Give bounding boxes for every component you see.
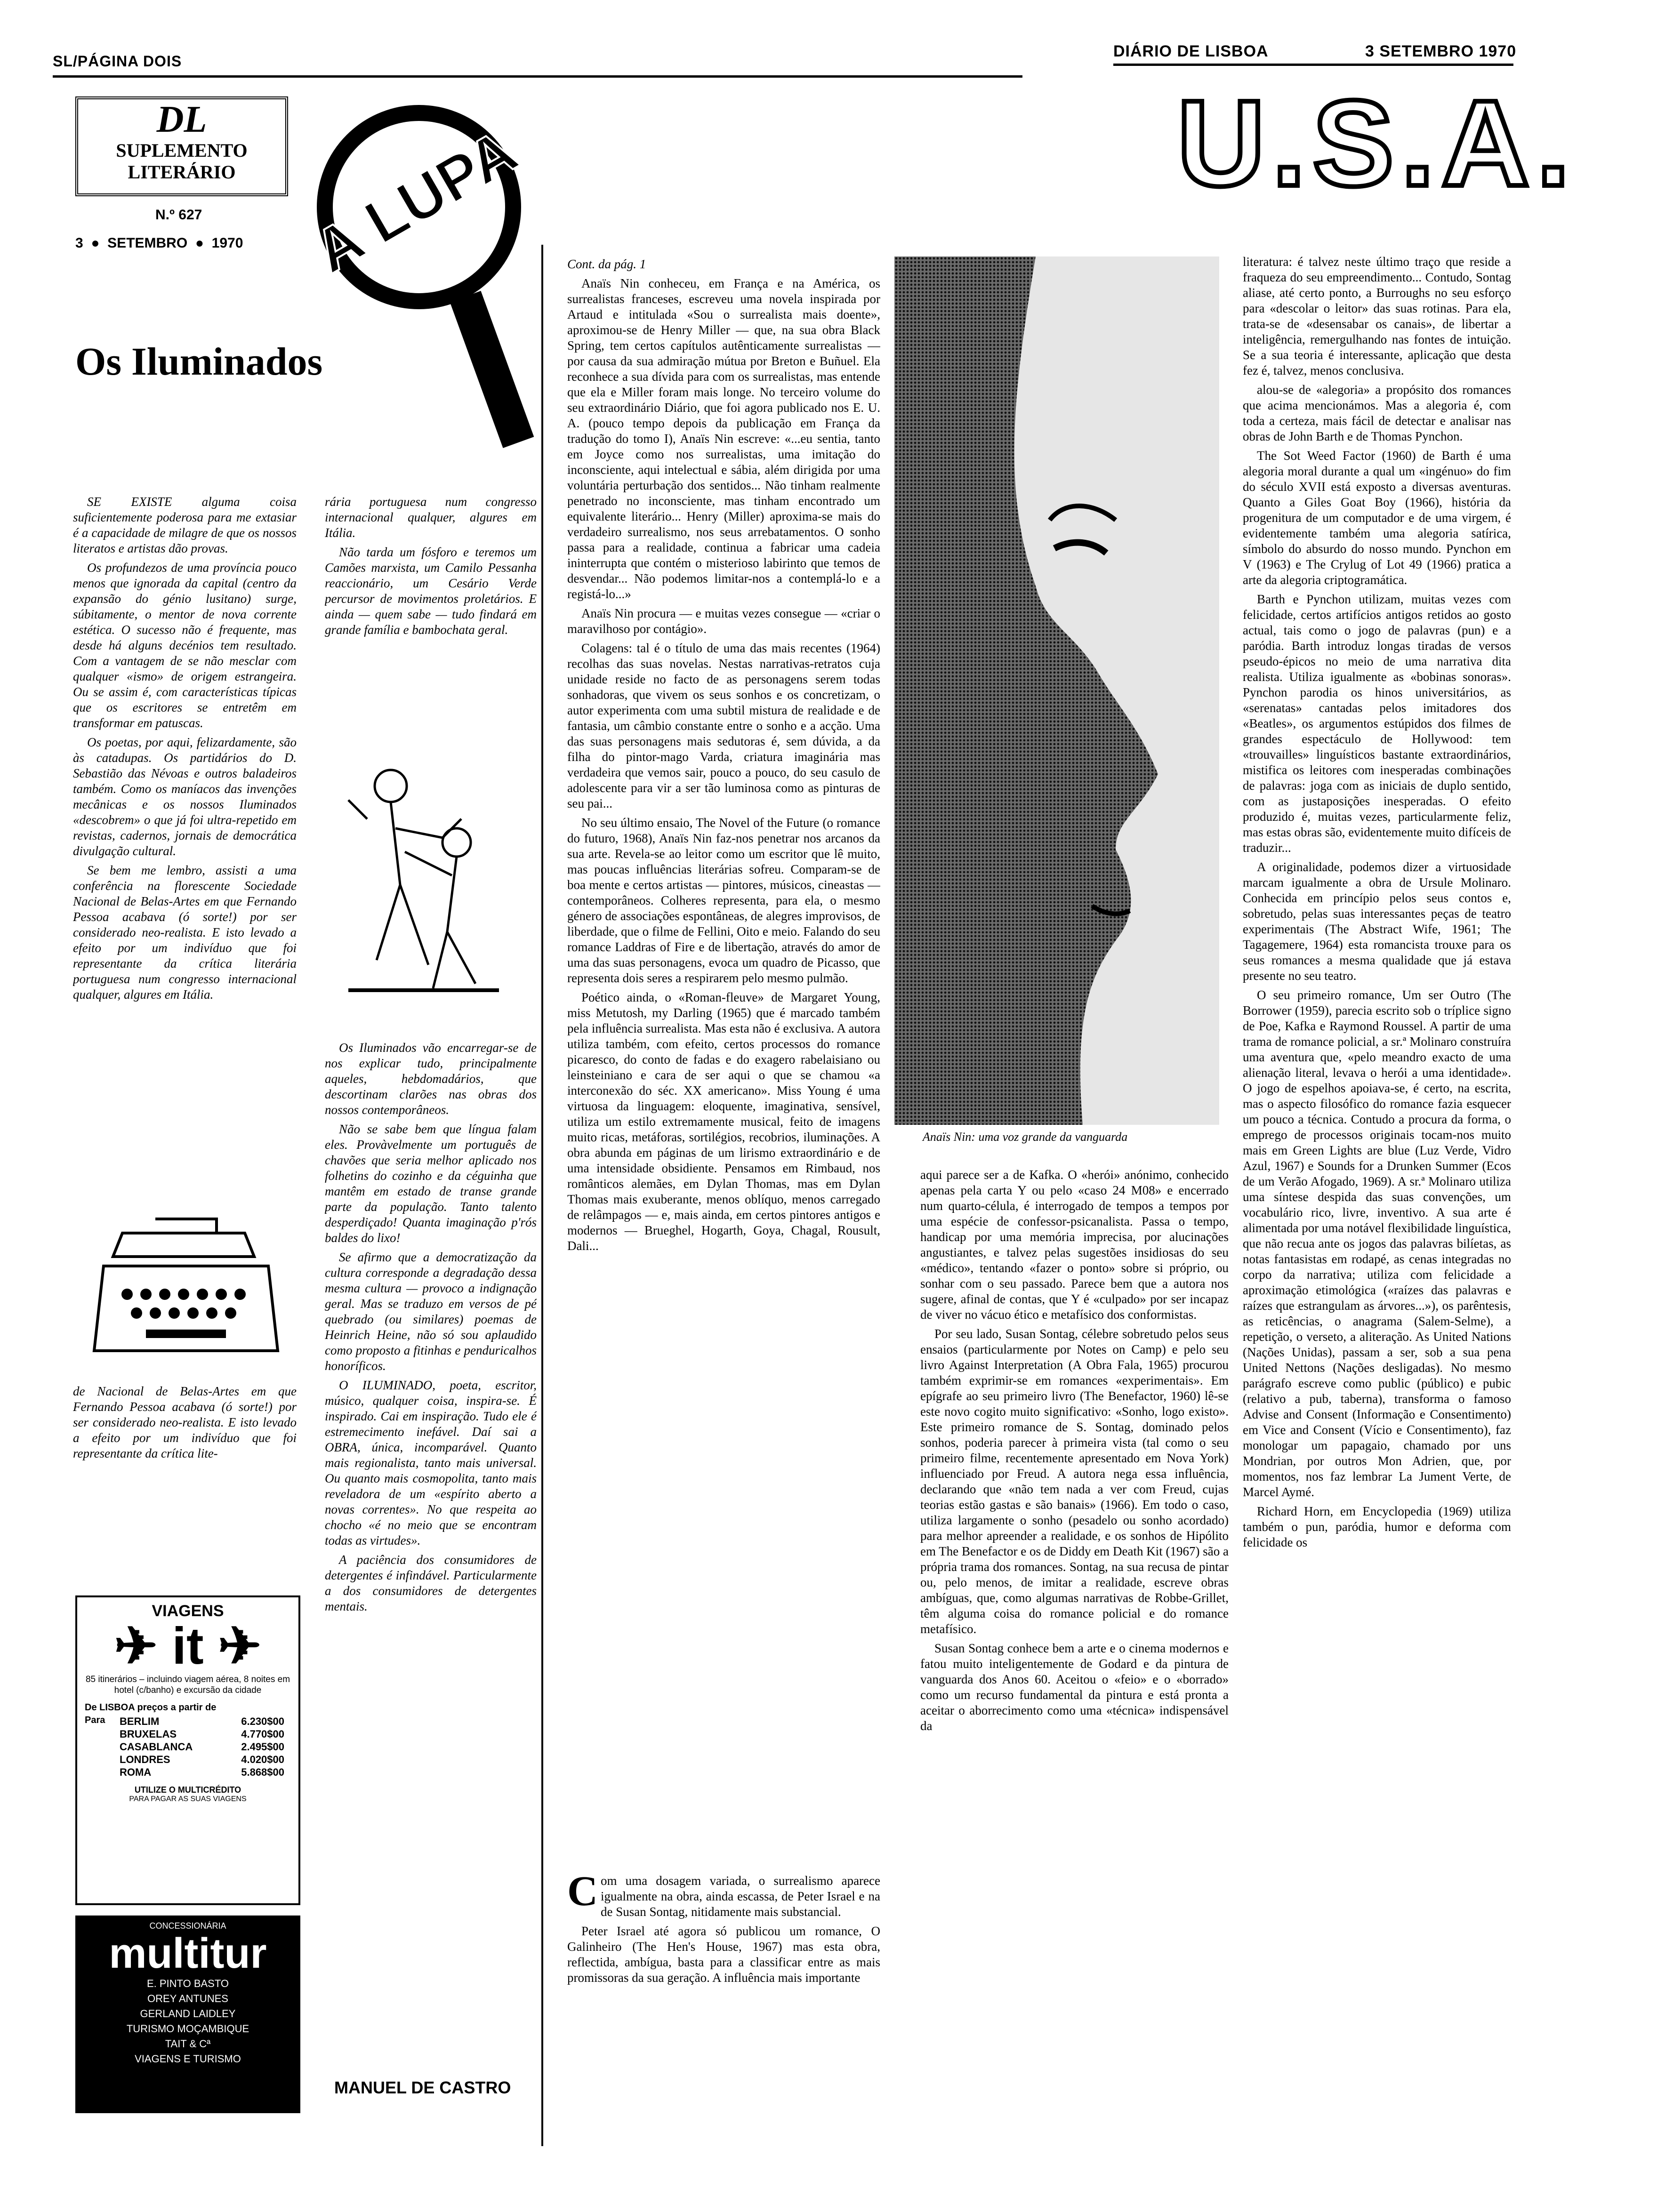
drop-cap-c: C [567, 1873, 598, 1915]
paragraph: SE EXISTE alguma coisa suficientemente poderosa para me extasiar é a capacidade de milagre de que os nossos literatos e artistas dão provas. [73, 495, 297, 555]
viagens-ad-para: Para [85, 1715, 105, 1725]
newspaper-name: DIÁRIO DE LISBOA [1113, 42, 1269, 60]
multitur-partner: TURISMO MOÇAMBIQUE [126, 2023, 249, 2035]
main-article-column-c [1243, 254, 1511, 2141]
multitur-ad-brand: multitur [109, 1930, 267, 1977]
paragraph: literatura: é talvez neste último traço que reside a fraqueza do seu empreendimento... Contudo, Sontag aliase, até certo ponto, a Burroughs no seu esforço para «descolar o leitor» das suas rotinas. Para ela, trata-se de «desensabar os canais», de libertar a inteligência, remergulhando nas fontes de intuição. Se a sua teoria é interessante, aplicação que desta fez é, talvez, menos conclusiva. [1243, 255, 1511, 377]
viagens-ad-from: De LISBOA preços a partir de [85, 1702, 217, 1713]
paragraph: Os profundezos de uma província pouco menos que ignorada da capital (centro da expansão do génio lusitano) surge, súbitamente, o mentor de nova corrente estética. O sucesso não é frequente, mas desde há alguns decénios tem resultado. Com a vantagem de se não mesclar com qualquer «ismo» de origem estrangeira. Ou se assim é, com características típicas que os escritores se entretêm em transformar em patuscas. [73, 561, 297, 730]
multitur-ad-top: CONCESSIONÁRIA [149, 1921, 226, 1931]
continuation-note: Cont. da pág. 1 [567, 257, 646, 271]
column-divider [541, 245, 543, 2146]
issue-number: N.º 627 [155, 207, 202, 223]
price-row [120, 1753, 284, 1766]
paragraph: A paciência dos consumidores de detergentes é infindável. Particularmente a dos consumidores de detergentes mentais. [325, 1553, 537, 1613]
main-article-column-b [920, 1167, 1229, 2141]
paragraph: Peter Israel até agora só publicou um romance, O Galinheiro (The Hen's House, 1967) mas esta obra, reflectida, ambígua, basta para a classificar entre as mais promissoras da sua geração. A influência mais importante [567, 1924, 880, 1985]
multitur-partner: TAIT & Cª [165, 2038, 211, 2050]
paragraph: Se bem me lembro, assisti a uma conferência na florescente Sociedade Nacional de Belas-Artes em que Fernando Pessoa acabava (ó sorte!) por ser considerado neo-realista. E isto levado a efeito por um indivíduo que foi representante da crítica literária portuguesa num congresso internacional qualquer, algures em Itália. [73, 863, 297, 1002]
paragraph: de Nacional de Belas-Artes em que Fernando Pessoa acabava (ó sorte!) por ser considerado neo-realista. E isto levado a efeito por um indivíduo que foi representante da crítica lite- [73, 1384, 297, 1460]
bullet-icon: ● [191, 235, 208, 251]
magnifying-glass-icon [301, 94, 565, 518]
multitur-partner: GERLAND LAIDLEY [140, 2008, 236, 2020]
paragraph: Richard Horn, em Encyclopedia (1969) utiliza também o pun, paródia, humor e deforma com felicidade os [1243, 1504, 1511, 1549]
paragraph: O ILUMINADO, poeta, escritor, músico, qualquer coisa, inspira-se. É inspirado. Cai em inspiração. Tudo ele é estremecimento inefável. Daí sai a OBRA, única, incomparável. Quanto mais regionalista, tanto mais universal. Ou quanto mais cosmopolita, tanto mais reveladora de um «espírito aberto a novas correntes». No que respeita ao chocho «é no meio que se encontram todas as virtudes». [325, 1378, 537, 1547]
issue-date: 3 SETEMBRO 1970 [1365, 42, 1517, 60]
paragraph: Anaïs Nin conheceu, em França e na América, os surrealistas franceses, escreveu uma novela inspirada por Artaud e intitulada «Sou o surrealista mais doente», aproximou-se de Henry Miller — que, na sua obra Black Spring, tem certos capítulos autênticamente surrealistas — por causa da sua admiração mútua por Breton e Buñuel. Ela reconhece a sua dívida para com os surrealistas, mas entende que ela e Miller foram mais longe. No terceiro volume do seu extraordinário Diário, que foi agora publicado nos E. U. A. (pouco tempo depois da publicação em França da tradução do tomo I), Anaïs Nin escreve: «...eu sentia, tanto em Joyce como nos surrealistas, uma imitação do inconsciente, aqui intelectual e sábia, além dirigida por uma voluntária perturbação dos sentidos... Não tinham realmente penetrado no inconsciente, mas tinham encontrado um equivalente literário... Henry (Miller) aproxima-se mais do verdadeiro surrealismo, nos seus arrebatamentos. O sonho passa para a realidade, continua a fabricar uma cadeia ininterrupta que contém o misterioso labirinto que temos de desvendar... Não podemos limitar-nos a contemplá-lo e a registá-lo...» [567, 276, 880, 601]
masthead-year: 1970 [211, 235, 243, 251]
viagens-ad [75, 1595, 300, 1905]
paragraph: alou-se de «alegoria» a propósito dos romances que acima mencionámos. Mas a alegoria é, com toda a certeza, mais fácil de detectar e analisar nas obras de John Barth e de Thomas Pynchon. [1243, 383, 1511, 443]
price-row-city: BRUXELAS [120, 1728, 177, 1740]
duel-illustration [320, 744, 527, 1007]
price-row-city: CASABLANCA [120, 1741, 193, 1753]
paragraph: Se afirmo que a democratização da cultura corresponde a degradação dessa mesma cultura — provoco a indignação geral. Mas se traduzo em versos de pé quebrado (ou similares) poemas de Heinrich Heine, não só sou aplaudido como proposto a fitinhas e penduricalhos honoríficos. [325, 1250, 537, 1373]
portrait-caption: Anaïs Nin: uma voz grande da vanguarda [923, 1130, 1128, 1144]
price-row [120, 1728, 284, 1740]
header-rule-left [53, 75, 1022, 78]
multitur-ad [75, 1915, 300, 2113]
page-section-label: SL/PÁGINA DOIS [53, 53, 182, 70]
bullet-icon: ● [87, 235, 104, 251]
paragraph: Poético ainda, o «Roman-fleuve» de Margaret Young, miss Metutosh, my Darling (1965) que é marcado também pela influência surrealista. Mas esta não é exclusiva. A autora utiliza também, com efeito, certos processos do romance picaresco, do conto de fadas e do exagero rabelaisiano ou leinsteiniano e cara de ser aqui o que se chamou «a interconexão do séc. XX americano». Miss Young é uma virtuosa da linguagem: eloquente, imaginativa, sensível, utiliza um estilo extremamente musical, feito de imagens muito ricas, metáforas, sortilégios, recobrios, iluminações. A obra abunda em páginas de um lirismo extraordinário e de uma intensidade obsidiente. Pensamos em Rimbaud, nos românticos alemães, em Dylan Thomas, mas em Dylan Thomas mais exuberante, menos oblíquo, menos carregado de relâmpagos — e, mais ainda, em certos pintores antigos e modernos — Brueghel, Hogarth, Goya, Chagal, Rousult, Dali... [567, 990, 880, 1253]
author-byline: MANUEL DE CASTRO [334, 2078, 511, 2097]
paragraph: No seu último ensaio, The Novel of the Future (o romance do futuro, 1968), Anaïs Nin faz-nos penetrar nos arcanos da sua arte. Revela-se ao leitor como um escritor que lê muito, mas poucas influências literárias sofreu. Comparam-se de boa mente e certos artistas — pintores, músicos, cineastas — contemporâneos. Colheres representa, para ela, o mesmo género de associações espontâneas, de alegres improvisos, de liberdade, que o filme de Fellini, Oito e meio. Falando do seu romance Laddras of Fire e de libertação, através do amor de uma das suas personagens, evoca um quadro de Picasso, que representa dois seres a respirarem pelo mesmo pulmão. [567, 816, 880, 985]
left-article-column-1 [73, 494, 297, 1224]
paragraph: Os poetas, por aqui, felizardamente, são às catadupas. Os partidários do D. Sebastião das Névoas e outros baladeiros também. Como os maníacos das invenções mecânicas e os nossos Iluminados «descobrem» o que já foi ultra-repetido em revistas, cadernos, jornais de democrática divulgação cultural. [73, 735, 297, 858]
usa-title: U.S.A. [1177, 75, 1577, 212]
viagens-ad-brand [77, 1617, 298, 1675]
paragraph: Por seu lado, Susan Sontag, célebre sobretudo pelos seus ensaios (particularmente por Notes on Camp) e pelo seu livro Against Interpretation (A Obra Fala, 1965) procurou também exprimir-se em romances «experimentais». Em epígrafe ao seu primeiro livro (The Benefactor, 1960) lê-se este novo cogito muito significativo: «Sonho, logo existo». Este primeiro romance de S. Sontag, dominado pelos sonhos, poderia parecer à primeira vista (tal como o seu primeiro filme, recentemente apresentado em Nova York) influenciado por Freud. A autora nega essa influência, declarando que «não tem nada a ver com Freud, cujas teorias estão gastas e são banais» (1966). Em todo o caso, utiliza largamente o sonho (pesadelo ou sonho acordado) para melhor apreender a realidade, e os sonhos de Hipólito em The Benefactor e os de Diddy em Death Kit (1967) são a própria trama dos romances. Sontag, na sua recusa de pintar ou, pelo menos, de imitar a realidade, escreve obras ambíguas, que, como algumas narrativas de Robbe-Grillet, têm alguma coisa do romance policial e do romance metafísico. [920, 1327, 1229, 1636]
left-article-title: Os Iluminados [75, 340, 323, 384]
logo-line-2: LITERÁRIO [128, 161, 236, 183]
paragraph: om uma dosagem variada, o surrealismo aparece igualmente na obra, ainda escassa, de Peter Israel e na de Susan Sontag, nitidamente mais substancial. [601, 1874, 880, 1919]
paragraph: Colagens: tal é o título de uma das mais recentes (1964) recolhas das suas novelas. Nestas narrativas-retratos cuja unidade reside no facto de as personagens serem todas sonhadoras, que vivem os seus sonhos e os concretizam, o autor experimenta com uma subtil mistura de realidade e de fantasia, um câmbio constante entre o sonho e a acção. Uma das suas personagens mais sedutoras é, sem dúvida, a da filha do pintor-mago Varda, criatura imaginária mas verdadeira que vemos sair, pouco a pouco, do seu casulo de adolescente para vir a ser tão luminosa como as pinturas de seu pai... [567, 641, 880, 810]
price-row-price: 5.868$00 [241, 1766, 284, 1778]
paragraph: Os Iluminados vão encarregar-se de nos explicar tudo, principalmente aqueles, hebdomadários, que descortinam clarões nas obras dos nossos contemporâneos. [325, 1041, 537, 1117]
supplement-logo [75, 96, 288, 196]
left-article-column-1-bottom [73, 1384, 297, 1586]
paragraph: Não se sabe bem que língua falam eles. Provàvelmente um português de chavões que seria melhor aplicado nos folhetins do cozinho e da céguinha que mantêm em estado de transe grande parte da população. Tanto talento desperdiçado! Quanta imaginação p'rós baldes do lixo! [325, 1122, 537, 1245]
multitur-partner: E. PINTO BASTO [146, 1978, 229, 1989]
price-row-price: 4.770$00 [241, 1728, 284, 1740]
viagens-ad-top: VIAGENS [152, 1602, 224, 1620]
price-row-price: 4.020$00 [241, 1754, 284, 1765]
price-row-price: 2.495$00 [241, 1741, 284, 1753]
paragraph: The Sot Weed Factor (1960) de Barth é uma alegoria moral durante a qual um «ingénuo» do fim do século XVII está exposto a diversas aventuras. Quanto a Giles Goat Boy (1966), história da progenitura de um computador e de uma virgem, é evidentemente também uma alegoria satírica, símbolo do absurdo do nosso mundo. Pynchon em V (1963) e The Crylug of Lot 49 (1966) pratica a arte da alegoria criptogramática. [1243, 449, 1511, 587]
airplane-icon: ✈ [218, 1617, 262, 1675]
viagens-ad-sub: 85 itinerários – incluindo viagem aérea, 8 noites em hotel (c/banho) e excursão da cidade [85, 1675, 290, 1695]
price-row-price: 6.230$00 [241, 1715, 284, 1727]
multitur-ad-lines [75, 1976, 300, 2067]
anais-nin-portrait [894, 256, 1219, 1125]
portrait-image [894, 256, 1219, 1125]
price-row-city: BERLIM [120, 1715, 160, 1727]
paragraph: O seu primeiro romance, Um ser Outro (The Borrower (1959), parecia escrito sob o tríplice signo de Poe, Kafka e Raymond Roussel. A partir de uma trama de romance policial, a sr.ª Molinaro construíra uma aventura que, «pelo meandro exacto de uma alienação literal, levava o herói a uma identidade». O jogo de espelhos apoiava-se, é certo, na escrita, mas o aspecto filosófico do romance fazia esquecer um pouco a técnica. Contudo a procura da forma, o emprego de processos originais tocam-nos muito mais em Green Lights are blue (Luz Verde, Vidro Azul, 1967) e Sounds for a Drunken Summer (Ecos de um Verão Afogado, 1969). A sr.ª Molinaro utiliza uma síntese despida das suas convenções, um vocabulário rico, livre, inventivo. A sua arte é alimentada por uma notável flexibilidade linguística, que não recua ante os jogos das palavras bilíetas, as notas fantasistas em rodapé, as cenas integradas no corpo da narrativa; utiliza com felicidade a aproximação etimológica («raízes das palavras e raízes que estrangulam as árvores...»), os parêntesis, as reticências, o anagrama (Salem-Selme), a repetição, o verseto, a aliteração. As United Nations (Nações Unidas), passam a ser, sob a sua pena United Nettons (Nações desligadas). No mesmo parágrafo escreve como public (público) e pubic (relativo a pub, taberna), transforma o famoso Advise and Consent (Informação e Consentimento) em Vice and Consent (Vício e Consentimento), faz monologar um papagaio, chamado por uns Mondrian, por outros Mon Adrien, que, por momentos, nos faz lembrar La Jument Verte, de Marcel Aymé. [1243, 988, 1511, 1499]
price-row [120, 1715, 284, 1728]
price-row-city: LONDRES [120, 1754, 170, 1765]
paragraph: rária portuguesa num congresso internacional qualquer, algures em Itália. [325, 495, 537, 540]
viagens-ad-footer-1: UTILIZE O MULTICRÉDITO [134, 1785, 241, 1795]
paragraph: Anaïs Nin procura — e muitas vezes consegue — «criar o maravilhoso por contágio». [567, 606, 880, 636]
masthead-date [75, 235, 243, 251]
multitur-partner: VIAGENS E TURISMO [135, 2053, 241, 2065]
price-row-city: ROMA [120, 1766, 152, 1778]
price-row [120, 1740, 284, 1753]
left-article-column-2 [325, 494, 537, 734]
section-logo-text: A LUPA [302, 116, 529, 286]
main-article-column-a-bottom [567, 1873, 880, 2137]
paragraph: A originalidade, podemos dizer a virtuosidade marcam igualmente a obra de Ursule Molinaro. Conhecida em princípio pelos seus contos e, sobretudo, pelas suas interessantes peças de teatro experimentais (The Abstract Wife, 1961; The Tagagemere, 1964) esta romancista trouxe para os seus romances a mesma qualidade que já estava presente no seu teatro. [1243, 860, 1511, 983]
paragraph: Barth e Pynchon utilizam, muitas vezes com felicidade, certos artifícios antigos retidos ao gosto actual, tais como o jogo de palavras (pun) e a paródia. Barth introduz longas tiradas de versos pseudo-épicos no meio de uma narrativa dita realista. Utiliza igualmente as «bobinas sonoras». Pynchon parodia os hinos universitários, as «serenatas» cantadas pelos imitadores dos «Beatles», os argumentos estúpidos dos filmes de grandes espectáculo de Hollywood: tem «trouvailles» linguísticos bastante extraordinários, mistifica os leitores com inesperadas combinações de palavras: joga com as iniciais de duplo sentido, com as justaposições inesperadas. O efeito produzido é, muitas vezes, particularmente feliz, mas estas obras são, evidentemente muito difíceis de traduzir... [1243, 592, 1511, 855]
viagens-price-table [120, 1715, 284, 1779]
left-article-column-2-bottom [325, 1040, 537, 2071]
masthead-day: 3 [75, 235, 83, 251]
airplane-icon: ✈ [114, 1617, 158, 1675]
multitur-partner: OREY ANTUNES [147, 1993, 228, 2004]
paragraph: Susan Sontag conhece bem a arte e o cinema modernos e fatou muito inteligentemente de Godard e da pintura de vanguarda dos Anos 60. Aceitou o «feio» e o «borrado» como um recurso fundamental da pintura e está pronta a aceitar o aborrecimento como uma «técnica» indispensável da [920, 1641, 1229, 1733]
header-rule-right [1113, 64, 1513, 66]
logo-line-1: SUPLEMENTO [116, 140, 248, 161]
paragraph: aqui parece ser a de Kafka. O «herói» anónimo, conhecido apenas pela carta Y ou pelo «caso 24 M08» e encerrado num quarto-célula, é interrogado de tempos a tempos por uma espécie de confessor-psicanalista. Passa o tempo, handicap por uma memória imprecisa, por alucinações angustiantes, e talvez pelas sugestões insidiosas do seu «médico», tentando «fazer o ponto» sobre si próprio, ou sonhar com o seu passado. Parece bem que a autora nos sugere, afinal de contas, que Y é «culpado» por ser incapaz de viver no vácuo ético e metafísico dos conformistas. [920, 1168, 1229, 1322]
main-article-column-a [567, 256, 880, 1861]
paragraph: Não tarda um fósforo e teremos um Camões marxista, um Camilo Pessanha reaccionário, um Cesário Verde percursor de movimentos proletários. E ainda — quem sabe — tudo findará em grande família e bambochata geral. [325, 545, 537, 637]
dl-monogram: DL [156, 99, 207, 140]
viagens-ad-footer-2: PARA PAGAR AS SUAS VIAGENS [129, 1795, 247, 1803]
price-row [120, 1766, 284, 1779]
viagens-ad-brand-text: it [172, 1617, 204, 1675]
masthead-month: SETEMBRO [107, 235, 188, 251]
typewriter-illustration [85, 1214, 287, 1370]
